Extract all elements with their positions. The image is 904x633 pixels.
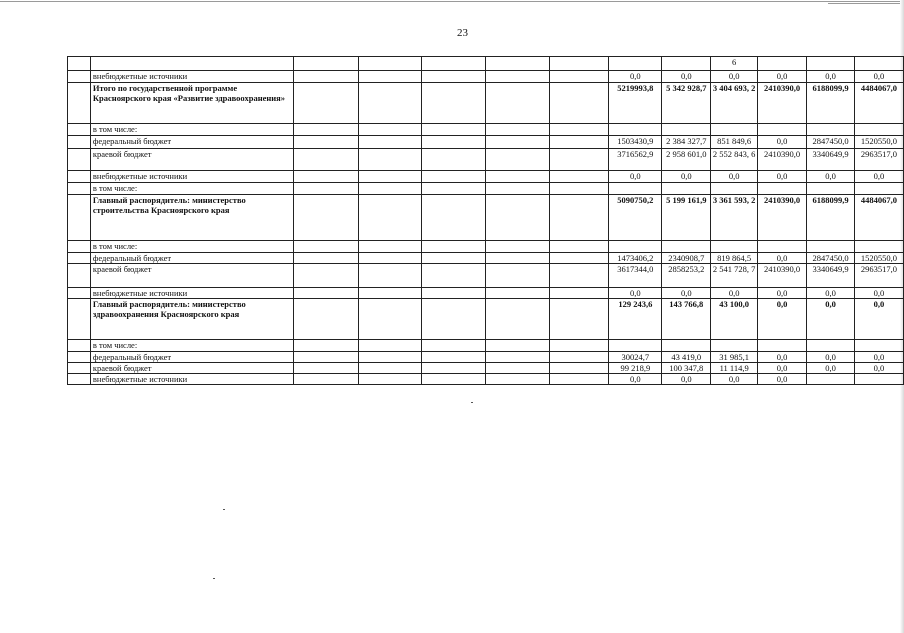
row-number-cell <box>68 374 91 385</box>
value-cell: 3 361 593, 2 <box>711 195 758 241</box>
value-cell <box>758 340 807 352</box>
row-number-cell <box>68 171 91 183</box>
value-cell <box>662 57 711 71</box>
value-cell: 30024,7 <box>609 352 662 363</box>
value-cell <box>758 241 807 253</box>
value-cell: 3716562,9 <box>609 149 662 171</box>
value-cell <box>662 124 711 136</box>
value-cell: 5 342 928,7 <box>662 83 711 124</box>
empty-cell <box>422 363 486 374</box>
empty-cell <box>486 183 550 195</box>
empty-cell <box>486 363 550 374</box>
value-cell <box>854 57 903 71</box>
value-cell: 6188099,9 <box>807 195 855 241</box>
empty-cell <box>549 136 609 149</box>
value-cell: 0,0 <box>609 288 662 299</box>
empty-cell <box>422 149 486 171</box>
value-cell <box>609 57 662 71</box>
empty-cell <box>549 71 609 83</box>
empty-cell <box>549 124 609 136</box>
empty-cell <box>294 299 359 340</box>
row-number-cell <box>68 183 91 195</box>
row-label-cell: в том числе: <box>90 183 293 195</box>
empty-cell <box>549 253 609 264</box>
empty-cell <box>422 374 486 385</box>
row-number-cell <box>68 124 91 136</box>
row-label-cell: внебюджетные источники <box>90 288 293 299</box>
row-label-cell: внебюджетные источники <box>90 171 293 183</box>
value-cell: 0,0 <box>711 288 758 299</box>
value-cell <box>854 374 903 385</box>
row-number-cell <box>68 71 91 83</box>
value-cell <box>807 183 855 195</box>
empty-cell <box>294 195 359 241</box>
value-cell: 0,0 <box>609 171 662 183</box>
value-cell <box>807 241 855 253</box>
value-cell: 0,0 <box>854 71 903 83</box>
row-label-cell: Главный распорядитель: министерство строительства Красноярского края <box>90 195 293 241</box>
empty-cell <box>358 183 422 195</box>
value-cell <box>609 183 662 195</box>
empty-cell <box>486 340 550 352</box>
table-row <box>68 171 904 183</box>
row-number-cell <box>68 340 91 352</box>
value-cell <box>807 374 855 385</box>
row-label-cell: в том числе: <box>90 241 293 253</box>
empty-cell <box>358 149 422 171</box>
value-cell <box>854 241 903 253</box>
empty-cell <box>358 352 422 363</box>
empty-cell <box>422 195 486 241</box>
table-row <box>68 83 904 124</box>
row-number-cell <box>68 241 91 253</box>
value-cell <box>758 183 807 195</box>
row-number-cell <box>68 264 91 288</box>
value-cell <box>711 241 758 253</box>
empty-cell <box>486 57 550 71</box>
row-number-cell <box>68 195 91 241</box>
value-cell: 0,0 <box>758 253 807 264</box>
value-cell: 851 849,6 <box>711 136 758 149</box>
value-cell: 0,0 <box>758 299 807 340</box>
value-cell <box>711 340 758 352</box>
empty-cell <box>486 195 550 241</box>
row-label-cell: федеральный бюджет <box>90 253 293 264</box>
value-cell: 819 864,5 <box>711 253 758 264</box>
value-cell: 6188099,9 <box>807 83 855 124</box>
row-number-cell <box>68 136 91 149</box>
empty-cell <box>358 299 422 340</box>
row-number-cell <box>68 57 91 71</box>
value-cell: 0,0 <box>711 374 758 385</box>
table-row <box>68 264 904 288</box>
value-cell: 0,0 <box>854 299 903 340</box>
value-cell: 6 <box>711 57 758 71</box>
table-row <box>68 195 904 241</box>
value-cell: 2963517,0 <box>854 149 903 171</box>
table-row <box>68 71 904 83</box>
row-number-cell <box>68 253 91 264</box>
table-row <box>68 57 904 71</box>
empty-cell <box>294 183 359 195</box>
row-number-cell <box>68 299 91 340</box>
value-cell: 2858253,2 <box>662 264 711 288</box>
value-cell: 3 404 693, 2 <box>711 83 758 124</box>
value-cell: 4484067,0 <box>854 195 903 241</box>
row-label-cell: в том числе: <box>90 124 293 136</box>
empty-cell <box>549 183 609 195</box>
empty-cell <box>549 149 609 171</box>
empty-cell <box>422 340 486 352</box>
empty-cell <box>549 299 609 340</box>
empty-cell <box>358 136 422 149</box>
value-cell: 0,0 <box>758 171 807 183</box>
empty-cell <box>294 253 359 264</box>
empty-cell <box>294 288 359 299</box>
empty-cell <box>422 57 486 71</box>
value-cell: 100 347,8 <box>662 363 711 374</box>
value-cell: 11 114,9 <box>711 363 758 374</box>
empty-cell <box>549 241 609 253</box>
empty-cell <box>358 363 422 374</box>
value-cell: 2 552 843, 6 <box>711 149 758 171</box>
table-row <box>68 352 904 363</box>
value-cell: 2847450,0 <box>807 253 855 264</box>
empty-cell <box>294 363 359 374</box>
empty-cell <box>486 149 550 171</box>
value-cell: 0,0 <box>711 71 758 83</box>
value-cell: 3340649,9 <box>807 264 855 288</box>
value-cell: 2 541 728, 7 <box>711 264 758 288</box>
value-cell <box>854 124 903 136</box>
value-cell: 43 100,0 <box>711 299 758 340</box>
table-row <box>68 183 904 195</box>
empty-cell <box>358 253 422 264</box>
table-row <box>68 363 904 374</box>
value-cell: 2 958 601,0 <box>662 149 711 171</box>
scan-speck <box>213 578 215 579</box>
value-cell <box>609 124 662 136</box>
value-cell: 0,0 <box>854 352 903 363</box>
value-cell <box>609 340 662 352</box>
value-cell: 0,0 <box>711 171 758 183</box>
value-cell <box>807 57 855 71</box>
empty-cell <box>358 57 422 71</box>
empty-cell <box>422 241 486 253</box>
value-cell: 2410390,0 <box>758 83 807 124</box>
row-label-cell: краевой бюджет <box>90 363 293 374</box>
budget-table <box>67 56 904 385</box>
page-number: 23 <box>457 27 468 39</box>
value-cell: 99 218,9 <box>609 363 662 374</box>
page-top-edge-right <box>828 3 904 4</box>
value-cell: 0,0 <box>662 171 711 183</box>
table-row <box>68 149 904 171</box>
scan-speck <box>471 402 473 403</box>
scan-speck <box>223 509 225 510</box>
empty-cell <box>486 299 550 340</box>
value-cell <box>662 241 711 253</box>
empty-cell <box>486 241 550 253</box>
empty-cell <box>549 264 609 288</box>
empty-cell <box>294 374 359 385</box>
value-cell: 31 985,1 <box>711 352 758 363</box>
page-top-edge <box>0 1 904 2</box>
value-cell <box>758 57 807 71</box>
value-cell: 0,0 <box>662 374 711 385</box>
empty-cell <box>549 171 609 183</box>
value-cell <box>609 241 662 253</box>
empty-cell <box>486 288 550 299</box>
empty-cell <box>486 71 550 83</box>
empty-cell <box>549 57 609 71</box>
value-cell: 0,0 <box>758 288 807 299</box>
row-number-cell <box>68 83 91 124</box>
value-cell: 0,0 <box>807 363 855 374</box>
empty-cell <box>422 264 486 288</box>
row-label-cell: Главный распорядитель: министерство здравоохранения Красноярского края <box>90 299 293 340</box>
empty-cell <box>422 171 486 183</box>
value-cell: 1520550,0 <box>854 253 903 264</box>
value-cell: 0,0 <box>758 363 807 374</box>
empty-cell <box>358 340 422 352</box>
empty-cell <box>358 195 422 241</box>
table-row <box>68 136 904 149</box>
value-cell: 143 766,8 <box>662 299 711 340</box>
empty-cell <box>549 363 609 374</box>
table-row <box>68 288 904 299</box>
table-row <box>68 124 904 136</box>
value-cell <box>758 124 807 136</box>
row-label-cell <box>90 57 293 71</box>
empty-cell <box>358 71 422 83</box>
empty-cell <box>422 124 486 136</box>
empty-cell <box>486 374 550 385</box>
value-cell: 129 243,6 <box>609 299 662 340</box>
row-label-cell: краевой бюджет <box>90 149 293 171</box>
table-body <box>68 57 904 385</box>
row-label-cell: в том числе: <box>90 340 293 352</box>
empty-cell <box>486 253 550 264</box>
empty-cell <box>549 195 609 241</box>
value-cell: 0,0 <box>758 136 807 149</box>
row-number-cell <box>68 352 91 363</box>
table-row <box>68 340 904 352</box>
empty-cell <box>422 299 486 340</box>
value-cell: 3340649,9 <box>807 149 855 171</box>
value-cell: 2410390,0 <box>758 264 807 288</box>
value-cell: 0,0 <box>807 71 855 83</box>
value-cell: 0,0 <box>758 352 807 363</box>
empty-cell <box>549 340 609 352</box>
value-cell: 2410390,0 <box>758 195 807 241</box>
empty-cell <box>486 83 550 124</box>
empty-cell <box>358 83 422 124</box>
empty-cell <box>422 71 486 83</box>
empty-cell <box>294 149 359 171</box>
value-cell: 2410390,0 <box>758 149 807 171</box>
row-label-cell: внебюджетные источники <box>90 374 293 385</box>
value-cell: 0,0 <box>609 71 662 83</box>
empty-cell <box>422 253 486 264</box>
row-label-cell: федеральный бюджет <box>90 352 293 363</box>
row-label-cell: Итого по государственной программе Красноярского края «Развитие здравоохранения» <box>90 83 293 124</box>
value-cell <box>711 124 758 136</box>
empty-cell <box>422 136 486 149</box>
empty-cell <box>422 83 486 124</box>
row-number-cell <box>68 149 91 171</box>
empty-cell <box>486 264 550 288</box>
empty-cell <box>422 352 486 363</box>
row-label-cell: краевой бюджет <box>90 264 293 288</box>
value-cell: 4484067,0 <box>854 83 903 124</box>
empty-cell <box>358 374 422 385</box>
value-cell: 43 419,0 <box>662 352 711 363</box>
empty-cell <box>294 171 359 183</box>
value-cell <box>854 183 903 195</box>
empty-cell <box>549 374 609 385</box>
empty-cell <box>294 71 359 83</box>
value-cell: 0,0 <box>854 288 903 299</box>
value-cell: 0,0 <box>807 352 855 363</box>
value-cell: 0,0 <box>807 288 855 299</box>
empty-cell <box>549 83 609 124</box>
empty-cell <box>486 136 550 149</box>
value-cell: 3617344,0 <box>609 264 662 288</box>
empty-cell <box>294 241 359 253</box>
value-cell <box>854 340 903 352</box>
value-cell: 5 199 161,9 <box>662 195 711 241</box>
row-label-cell: федеральный бюджет <box>90 136 293 149</box>
value-cell: 2 384 327,7 <box>662 136 711 149</box>
empty-cell <box>294 136 359 149</box>
value-cell: 0,0 <box>807 299 855 340</box>
empty-cell <box>358 171 422 183</box>
value-cell: 0,0 <box>758 71 807 83</box>
empty-cell <box>294 340 359 352</box>
value-cell <box>807 340 855 352</box>
value-cell: 1520550,0 <box>854 136 903 149</box>
empty-cell <box>294 57 359 71</box>
empty-cell <box>294 83 359 124</box>
value-cell: 5219993,8 <box>609 83 662 124</box>
value-cell <box>662 340 711 352</box>
empty-cell <box>422 183 486 195</box>
empty-cell <box>486 124 550 136</box>
value-cell: 0,0 <box>609 374 662 385</box>
row-label-cell: внебюджетные источники <box>90 71 293 83</box>
empty-cell <box>294 264 359 288</box>
table-row <box>68 374 904 385</box>
value-cell: 2963517,0 <box>854 264 903 288</box>
value-cell: 1503430,9 <box>609 136 662 149</box>
table-row <box>68 299 904 340</box>
value-cell <box>807 124 855 136</box>
value-cell <box>662 183 711 195</box>
empty-cell <box>358 124 422 136</box>
value-cell <box>711 183 758 195</box>
empty-cell <box>294 352 359 363</box>
value-cell: 0,0 <box>662 71 711 83</box>
empty-cell <box>486 171 550 183</box>
value-cell: 0,0 <box>662 288 711 299</box>
empty-cell <box>358 288 422 299</box>
table-row <box>68 241 904 253</box>
value-cell: 0,0 <box>854 171 903 183</box>
value-cell: 2340908,7 <box>662 253 711 264</box>
value-cell: 5090750,2 <box>609 195 662 241</box>
value-cell: 0,0 <box>807 171 855 183</box>
empty-cell <box>486 352 550 363</box>
value-cell: 0,0 <box>854 363 903 374</box>
value-cell: 0,0 <box>758 374 807 385</box>
empty-cell <box>549 288 609 299</box>
value-cell: 2847450,0 <box>807 136 855 149</box>
row-number-cell <box>68 288 91 299</box>
empty-cell <box>358 264 422 288</box>
value-cell: 1473406,2 <box>609 253 662 264</box>
empty-cell <box>422 288 486 299</box>
empty-cell <box>294 124 359 136</box>
empty-cell <box>549 352 609 363</box>
table-row <box>68 253 904 264</box>
empty-cell <box>358 241 422 253</box>
row-number-cell <box>68 363 91 374</box>
